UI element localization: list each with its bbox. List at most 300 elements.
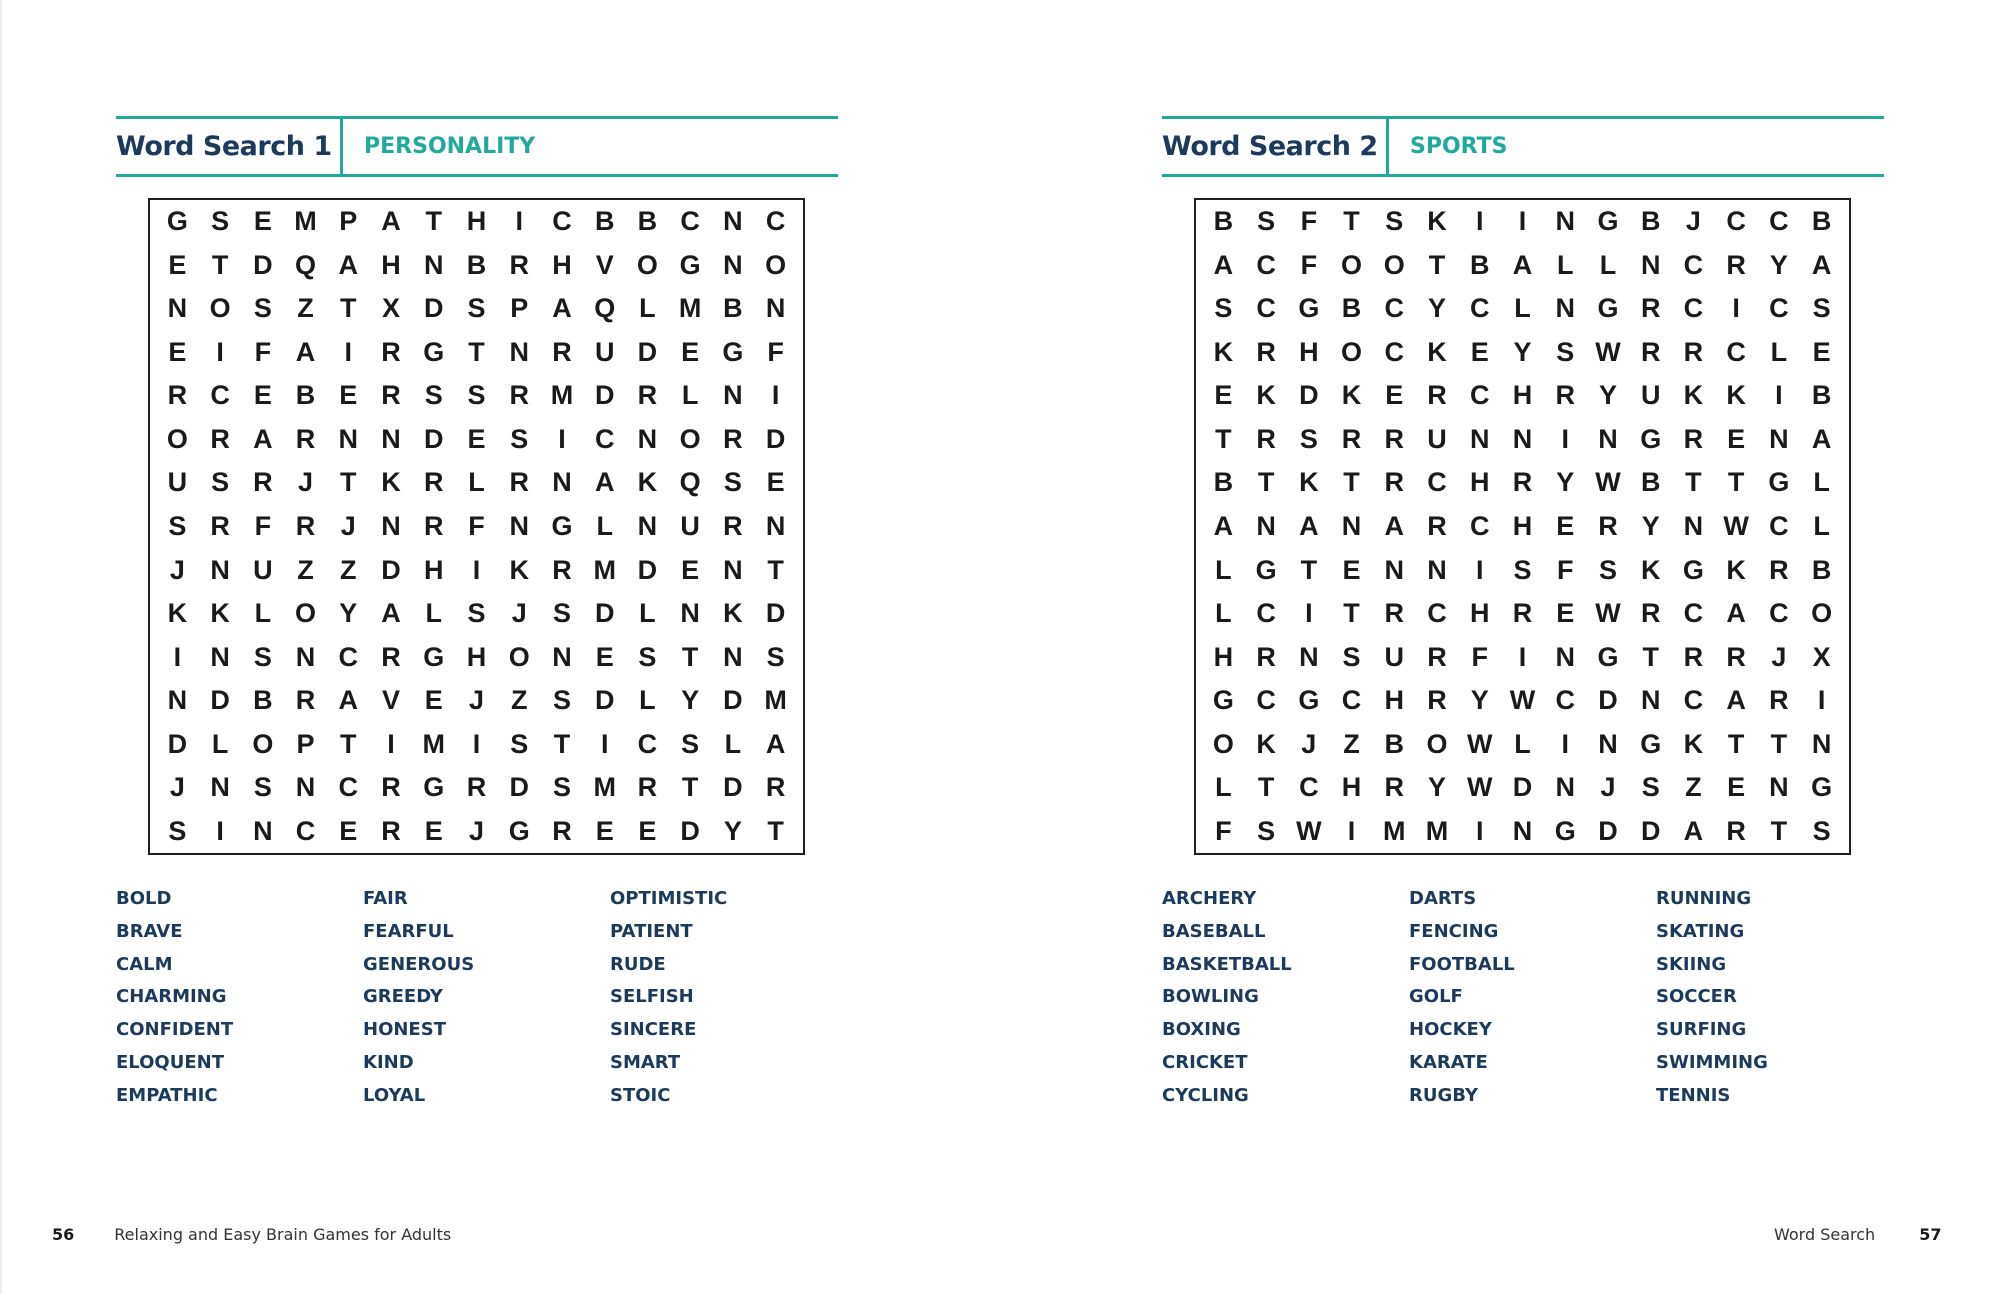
- grid-cell[interactable]: T: [340, 467, 357, 498]
- grid-cell[interactable]: W: [1296, 815, 1322, 846]
- grid-cell[interactable]: O: [508, 641, 530, 672]
- grid-cell[interactable]: D: [167, 728, 188, 759]
- grid-cell[interactable]: Y: [1428, 772, 1447, 803]
- grid-cell[interactable]: E: [1214, 380, 1233, 411]
- grid-cell[interactable]: J: [298, 467, 314, 498]
- grid-cell[interactable]: C: [1726, 206, 1746, 237]
- grid-cell[interactable]: W: [1467, 772, 1493, 803]
- grid-cell[interactable]: T: [425, 206, 442, 237]
- grid-cell[interactable]: N: [1683, 510, 1704, 541]
- grid-cell[interactable]: D: [424, 423, 444, 454]
- grid-cell[interactable]: D: [424, 293, 444, 324]
- grid-cell[interactable]: A: [1299, 510, 1319, 541]
- grid-cell[interactable]: N: [552, 467, 572, 498]
- grid-cell[interactable]: I: [1732, 293, 1740, 324]
- grid-cell[interactable]: D: [509, 772, 529, 803]
- grid-cell[interactable]: L: [425, 598, 442, 629]
- grid-cell[interactable]: F: [1471, 641, 1488, 672]
- grid-cell[interactable]: M: [1383, 815, 1406, 846]
- grid-cell[interactable]: G: [423, 641, 445, 672]
- grid-cell[interactable]: K: [210, 598, 230, 629]
- grid-cell[interactable]: A: [765, 728, 786, 759]
- grid-cell[interactable]: O: [1426, 728, 1448, 759]
- grid-cell[interactable]: S: [1641, 772, 1660, 803]
- grid-cell[interactable]: R: [1384, 772, 1405, 803]
- grid-cell[interactable]: M: [593, 554, 616, 585]
- grid-cell[interactable]: R: [1384, 423, 1405, 454]
- grid-cell[interactable]: F: [1215, 815, 1232, 846]
- grid-cell[interactable]: J: [340, 510, 356, 541]
- grid-cell[interactable]: I: [1561, 728, 1569, 759]
- grid-cell[interactable]: C: [1384, 293, 1405, 324]
- grid-cell[interactable]: R: [1256, 423, 1276, 454]
- grid-cell[interactable]: S: [1556, 336, 1575, 367]
- grid-cell[interactable]: R: [637, 772, 658, 803]
- grid-cell[interactable]: S: [253, 772, 272, 803]
- grid-cell[interactable]: G: [1212, 685, 1234, 716]
- grid-cell[interactable]: O: [209, 293, 231, 324]
- grid-cell[interactable]: G: [1298, 685, 1320, 716]
- grid-cell[interactable]: M: [294, 206, 317, 237]
- grid-cell[interactable]: R: [381, 336, 401, 367]
- grid-cell[interactable]: T: [1257, 467, 1275, 498]
- grid-cell[interactable]: B: [253, 685, 273, 716]
- grid-cell[interactable]: N: [1640, 685, 1661, 716]
- grid-cell[interactable]: A: [253, 423, 273, 454]
- grid-cell[interactable]: Y: [723, 815, 742, 846]
- grid-cell[interactable]: H: [1470, 598, 1490, 629]
- grid-cell[interactable]: N: [1427, 554, 1447, 585]
- grid-cell[interactable]: H: [1341, 772, 1362, 803]
- grid-cell[interactable]: R: [723, 423, 743, 454]
- grid-cell[interactable]: R: [210, 510, 230, 541]
- grid-cell[interactable]: S: [467, 598, 486, 629]
- grid-cell[interactable]: G: [679, 249, 701, 280]
- grid-cell[interactable]: O: [1212, 728, 1234, 759]
- grid-cell[interactable]: R: [1341, 423, 1362, 454]
- grid-cell[interactable]: Y: [1769, 249, 1788, 280]
- grid-cell[interactable]: N: [509, 510, 529, 541]
- grid-cell[interactable]: O: [1383, 249, 1405, 280]
- grid-cell[interactable]: S: [766, 641, 785, 672]
- grid-cell[interactable]: G: [551, 510, 573, 541]
- grid-cell[interactable]: W: [1595, 467, 1621, 498]
- grid-cell[interactable]: S: [253, 293, 272, 324]
- grid-cell[interactable]: Z: [510, 685, 528, 716]
- grid-cell[interactable]: S: [168, 510, 187, 541]
- grid-cell[interactable]: R: [1683, 641, 1704, 672]
- grid-cell[interactable]: E: [339, 380, 358, 411]
- grid-cell[interactable]: F: [1300, 249, 1318, 280]
- grid-cell[interactable]: E: [339, 815, 358, 846]
- grid-cell[interactable]: N: [295, 641, 316, 672]
- grid-cell[interactable]: C: [1427, 467, 1447, 498]
- grid-cell[interactable]: K: [1640, 554, 1661, 585]
- grid-cell[interactable]: G: [1255, 554, 1277, 585]
- grid-cell[interactable]: E: [253, 206, 272, 237]
- grid-cell[interactable]: N: [1299, 641, 1319, 672]
- grid-cell[interactable]: T: [1428, 249, 1446, 280]
- grid-cell[interactable]: J: [468, 815, 484, 846]
- grid-cell[interactable]: D: [723, 772, 743, 803]
- grid-cell[interactable]: A: [1512, 249, 1533, 280]
- grid-cell[interactable]: S: [1598, 554, 1617, 585]
- grid-cell[interactable]: G: [1597, 293, 1619, 324]
- grid-cell[interactable]: R: [1555, 380, 1575, 411]
- grid-cell[interactable]: N: [680, 598, 700, 629]
- grid-cell[interactable]: M: [1425, 815, 1449, 846]
- grid-cell[interactable]: W: [1467, 728, 1493, 759]
- grid-cell[interactable]: A: [1726, 685, 1746, 716]
- grid-cell[interactable]: C: [1555, 685, 1575, 716]
- grid-cell[interactable]: A: [552, 293, 572, 324]
- grid-cell[interactable]: B: [637, 206, 658, 237]
- grid-cell[interactable]: O: [295, 598, 317, 629]
- grid-cell[interactable]: B: [1213, 467, 1234, 498]
- grid-cell[interactable]: K: [1683, 380, 1704, 411]
- grid-cell[interactable]: C: [1769, 510, 1789, 541]
- grid-cell[interactable]: N: [765, 510, 786, 541]
- grid-cell[interactable]: R: [167, 380, 188, 411]
- grid-cell[interactable]: D: [210, 685, 230, 716]
- grid-cell[interactable]: C: [1683, 249, 1704, 280]
- grid-cell[interactable]: E: [1727, 423, 1746, 454]
- grid-cell[interactable]: R: [1427, 685, 1447, 716]
- grid-cell[interactable]: T: [1727, 467, 1745, 498]
- grid-cell[interactable]: N: [1470, 423, 1490, 454]
- grid-cell[interactable]: O: [679, 423, 701, 454]
- grid-cell[interactable]: E: [1385, 380, 1404, 411]
- grid-cell[interactable]: B: [1213, 206, 1234, 237]
- grid-cell[interactable]: I: [515, 206, 523, 237]
- grid-cell[interactable]: I: [1561, 423, 1569, 454]
- grid-cell[interactable]: G: [1682, 554, 1704, 585]
- grid-cell[interactable]: C: [1256, 249, 1276, 280]
- grid-cell[interactable]: R: [1256, 641, 1276, 672]
- grid-cell[interactable]: R: [723, 510, 743, 541]
- grid-cell[interactable]: S: [510, 728, 529, 759]
- grid-cell[interactable]: T: [340, 728, 357, 759]
- grid-cell[interactable]: Q: [295, 249, 317, 280]
- grid-cell[interactable]: N: [1512, 423, 1533, 454]
- grid-cell[interactable]: T: [1300, 554, 1318, 585]
- grid-cell[interactable]: H: [1512, 380, 1533, 411]
- grid-cell[interactable]: D: [594, 598, 615, 629]
- grid-cell[interactable]: C: [1299, 772, 1319, 803]
- grid-cell[interactable]: B: [1811, 380, 1832, 411]
- grid-cell[interactable]: C: [1683, 598, 1704, 629]
- grid-cell[interactable]: E: [766, 467, 785, 498]
- grid-cell[interactable]: T: [340, 293, 357, 324]
- grid-cell[interactable]: C: [594, 423, 615, 454]
- grid-cell[interactable]: D: [680, 815, 700, 846]
- grid-cell[interactable]: L: [1215, 554, 1232, 585]
- grid-cell[interactable]: S: [1299, 423, 1318, 454]
- grid-cell[interactable]: Y: [339, 598, 358, 629]
- grid-cell[interactable]: T: [681, 641, 699, 672]
- grid-cell[interactable]: R: [295, 685, 316, 716]
- grid-cell[interactable]: F: [254, 510, 272, 541]
- grid-cell[interactable]: Q: [679, 467, 701, 498]
- grid-cell[interactable]: I: [472, 554, 481, 585]
- grid-cell[interactable]: N: [424, 249, 444, 280]
- grid-cell[interactable]: T: [211, 249, 229, 280]
- grid-cell[interactable]: T: [553, 728, 571, 759]
- grid-cell[interactable]: R: [552, 815, 572, 846]
- grid-cell[interactable]: E: [1727, 772, 1746, 803]
- grid-cell[interactable]: D: [1640, 815, 1661, 846]
- grid-cell[interactable]: L: [468, 467, 485, 498]
- grid-cell[interactable]: L: [1813, 510, 1830, 541]
- grid-cell[interactable]: R: [1640, 336, 1661, 367]
- grid-cell[interactable]: C: [637, 728, 658, 759]
- grid-cell[interactable]: Z: [340, 554, 357, 585]
- grid-cell[interactable]: H: [1299, 336, 1319, 367]
- grid-cell[interactable]: B: [295, 380, 316, 411]
- grid-cell[interactable]: T: [681, 772, 699, 803]
- grid-cell[interactable]: R: [466, 772, 487, 803]
- grid-cell[interactable]: B: [1640, 467, 1661, 498]
- grid-cell[interactable]: R: [424, 510, 444, 541]
- grid-cell[interactable]: A: [381, 206, 401, 237]
- grid-cell[interactable]: N: [723, 380, 743, 411]
- grid-cell[interactable]: L: [254, 598, 272, 629]
- grid-cell[interactable]: R: [1769, 554, 1789, 585]
- grid-cell[interactable]: N: [1811, 728, 1832, 759]
- grid-cell[interactable]: L: [681, 380, 699, 411]
- grid-cell[interactable]: X: [1812, 641, 1831, 672]
- grid-cell[interactable]: C: [338, 641, 359, 672]
- grid-cell[interactable]: T: [1642, 641, 1659, 672]
- grid-cell[interactable]: B: [1470, 249, 1490, 280]
- grid-cell[interactable]: I: [1305, 598, 1313, 629]
- grid-cell[interactable]: L: [1514, 728, 1531, 759]
- grid-cell[interactable]: O: [252, 728, 274, 759]
- grid-cell[interactable]: J: [169, 772, 185, 803]
- grid-cell[interactable]: B: [1384, 728, 1405, 759]
- grid-cell[interactable]: I: [387, 728, 395, 759]
- grid-cell[interactable]: G: [1597, 641, 1619, 672]
- grid-cell[interactable]: N: [381, 423, 401, 454]
- grid-cell[interactable]: J: [468, 685, 484, 716]
- grid-cell[interactable]: K: [637, 467, 658, 498]
- grid-cell[interactable]: N: [1341, 510, 1362, 541]
- grid-cell[interactable]: P: [510, 293, 529, 324]
- grid-cell[interactable]: K: [1256, 380, 1276, 411]
- grid-cell[interactable]: B: [1811, 206, 1832, 237]
- grid-cell[interactable]: R: [381, 380, 401, 411]
- grid-cell[interactable]: R: [1726, 815, 1746, 846]
- grid-cell[interactable]: H: [1512, 510, 1533, 541]
- grid-cell[interactable]: O: [1341, 336, 1363, 367]
- grid-cell[interactable]: S: [467, 380, 486, 411]
- grid-cell[interactable]: B: [723, 293, 743, 324]
- grid-cell[interactable]: R: [424, 467, 444, 498]
- grid-cell[interactable]: G: [1554, 815, 1576, 846]
- grid-cell[interactable]: H: [552, 249, 572, 280]
- grid-cell[interactable]: S: [168, 815, 187, 846]
- grid-cell[interactable]: R: [1427, 510, 1447, 541]
- grid-cell[interactable]: D: [594, 380, 615, 411]
- grid-cell[interactable]: D: [637, 554, 658, 585]
- grid-cell[interactable]: A: [1213, 510, 1234, 541]
- grid-cell[interactable]: E: [595, 641, 614, 672]
- grid-cell[interactable]: E: [168, 249, 187, 280]
- grid-cell[interactable]: P: [339, 206, 358, 237]
- grid-cell[interactable]: H: [424, 554, 444, 585]
- grid-cell[interactable]: T: [1770, 815, 1788, 846]
- grid-cell[interactable]: T: [1770, 728, 1788, 759]
- grid-cell[interactable]: U: [594, 336, 615, 367]
- grid-cell[interactable]: R: [509, 380, 529, 411]
- grid-cell[interactable]: C: [210, 380, 230, 411]
- grid-cell[interactable]: M: [764, 685, 787, 716]
- grid-cell[interactable]: D: [253, 249, 273, 280]
- grid-cell[interactable]: D: [723, 685, 743, 716]
- grid-cell[interactable]: R: [1598, 510, 1618, 541]
- grid-cell[interactable]: G: [1640, 728, 1662, 759]
- grid-cell[interactable]: R: [1256, 336, 1276, 367]
- grid-cell[interactable]: I: [216, 336, 224, 367]
- grid-cell[interactable]: S: [510, 423, 529, 454]
- grid-cell[interactable]: N: [167, 685, 188, 716]
- grid-cell[interactable]: H: [466, 641, 487, 672]
- grid-cell[interactable]: E: [467, 423, 486, 454]
- grid-cell[interactable]: C: [1683, 685, 1704, 716]
- grid-cell[interactable]: U: [1640, 380, 1661, 411]
- grid-cell[interactable]: K: [1726, 554, 1746, 585]
- grid-cell[interactable]: N: [723, 206, 743, 237]
- grid-cell[interactable]: J: [1600, 772, 1616, 803]
- grid-cell[interactable]: R: [295, 510, 316, 541]
- grid-cell[interactable]: G: [423, 772, 445, 803]
- grid-cell[interactable]: L: [1556, 249, 1574, 280]
- grid-cell[interactable]: K: [381, 467, 401, 498]
- grid-cell[interactable]: C: [1427, 598, 1447, 629]
- grid-cell[interactable]: R: [765, 772, 786, 803]
- grid-cell[interactable]: E: [1556, 598, 1575, 629]
- grid-cell[interactable]: R: [1640, 293, 1661, 324]
- grid-cell[interactable]: L: [1215, 598, 1232, 629]
- grid-cell[interactable]: H: [466, 206, 487, 237]
- grid-cell[interactable]: D: [1598, 685, 1618, 716]
- grid-cell[interactable]: L: [1813, 467, 1830, 498]
- grid-cell[interactable]: R: [509, 249, 529, 280]
- grid-cell[interactable]: E: [253, 380, 272, 411]
- grid-cell[interactable]: N: [1555, 772, 1575, 803]
- grid-cell[interactable]: Z: [1685, 772, 1702, 803]
- grid-cell[interactable]: C: [765, 206, 786, 237]
- grid-cell[interactable]: D: [1299, 380, 1319, 411]
- grid-cell[interactable]: K: [509, 554, 529, 585]
- grid-cell[interactable]: G: [508, 815, 530, 846]
- grid-cell[interactable]: H: [1384, 685, 1405, 716]
- grid-cell[interactable]: T: [1343, 598, 1360, 629]
- grid-cell[interactable]: N: [167, 293, 188, 324]
- grid-cell[interactable]: U: [167, 467, 188, 498]
- grid-cell[interactable]: S: [1257, 815, 1276, 846]
- grid-cell[interactable]: I: [771, 380, 780, 411]
- grid-cell[interactable]: C: [1341, 685, 1362, 716]
- grid-cell[interactable]: D: [1512, 772, 1533, 803]
- grid-cell[interactable]: A: [1726, 598, 1746, 629]
- grid-cell[interactable]: N: [210, 772, 230, 803]
- grid-cell[interactable]: N: [723, 249, 743, 280]
- grid-cell[interactable]: C: [338, 772, 359, 803]
- grid-cell[interactable]: N: [1555, 641, 1575, 672]
- grid-cell[interactable]: Y: [1556, 467, 1575, 498]
- grid-cell[interactable]: Y: [681, 685, 700, 716]
- grid-cell[interactable]: O: [166, 423, 188, 454]
- grid-cell[interactable]: T: [1685, 467, 1702, 498]
- grid-cell[interactable]: S: [1812, 815, 1831, 846]
- grid-cell[interactable]: L: [639, 598, 656, 629]
- grid-cell[interactable]: N: [1555, 293, 1575, 324]
- grid-cell[interactable]: R: [381, 641, 401, 672]
- grid-cell[interactable]: R: [1769, 685, 1789, 716]
- grid-cell[interactable]: S: [552, 598, 571, 629]
- grid-cell[interactable]: C: [1769, 293, 1789, 324]
- grid-cell[interactable]: B: [466, 249, 487, 280]
- grid-cell[interactable]: J: [1771, 641, 1787, 672]
- grid-cell[interactable]: L: [1514, 293, 1531, 324]
- grid-cell[interactable]: S: [638, 641, 657, 672]
- grid-cell[interactable]: K: [1256, 728, 1276, 759]
- grid-cell[interactable]: S: [552, 772, 571, 803]
- grid-cell[interactable]: E: [1556, 510, 1575, 541]
- grid-cell[interactable]: K: [1427, 206, 1447, 237]
- grid-cell[interactable]: R: [1427, 641, 1447, 672]
- grid-cell[interactable]: D: [381, 554, 401, 585]
- grid-cell[interactable]: S: [1342, 641, 1361, 672]
- grid-cell[interactable]: K: [1427, 336, 1447, 367]
- grid-cell[interactable]: R: [1683, 423, 1704, 454]
- grid-cell[interactable]: N: [1384, 554, 1405, 585]
- grid-cell[interactable]: N: [253, 815, 273, 846]
- grid-cell[interactable]: N: [765, 293, 786, 324]
- grid-cell[interactable]: Z: [1343, 728, 1360, 759]
- grid-cell[interactable]: C: [1256, 685, 1276, 716]
- grid-cell[interactable]: J: [169, 554, 185, 585]
- grid-cell[interactable]: N: [210, 554, 230, 585]
- grid-cell[interactable]: W: [1509, 685, 1536, 716]
- grid-cell[interactable]: R: [509, 467, 529, 498]
- grid-cell[interactable]: I: [472, 728, 481, 759]
- grid-cell[interactable]: I: [1518, 641, 1527, 672]
- grid-cell[interactable]: Y: [1470, 685, 1489, 716]
- grid-cell[interactable]: L: [639, 685, 656, 716]
- grid-cell[interactable]: I: [173, 641, 182, 672]
- grid-cell[interactable]: H: [381, 249, 401, 280]
- grid-cell[interactable]: S: [467, 293, 486, 324]
- grid-cell[interactable]: E: [1812, 336, 1831, 367]
- grid-cell[interactable]: S: [211, 206, 230, 237]
- grid-cell[interactable]: D: [765, 423, 786, 454]
- grid-cell[interactable]: C: [1769, 598, 1789, 629]
- grid-cell[interactable]: Y: [1428, 293, 1447, 324]
- grid-cell[interactable]: R: [1683, 336, 1704, 367]
- grid-cell[interactable]: S: [253, 641, 272, 672]
- grid-cell[interactable]: R: [1726, 249, 1746, 280]
- grid-cell[interactable]: R: [1427, 380, 1447, 411]
- grid-cell[interactable]: E: [424, 685, 443, 716]
- grid-cell[interactable]: N: [1769, 423, 1789, 454]
- grid-cell[interactable]: N: [1598, 728, 1618, 759]
- grid-cell[interactable]: C: [1256, 598, 1276, 629]
- grid-cell[interactable]: D: [765, 598, 786, 629]
- grid-cell[interactable]: Y: [1598, 380, 1617, 411]
- grid-cell[interactable]: C: [1470, 293, 1490, 324]
